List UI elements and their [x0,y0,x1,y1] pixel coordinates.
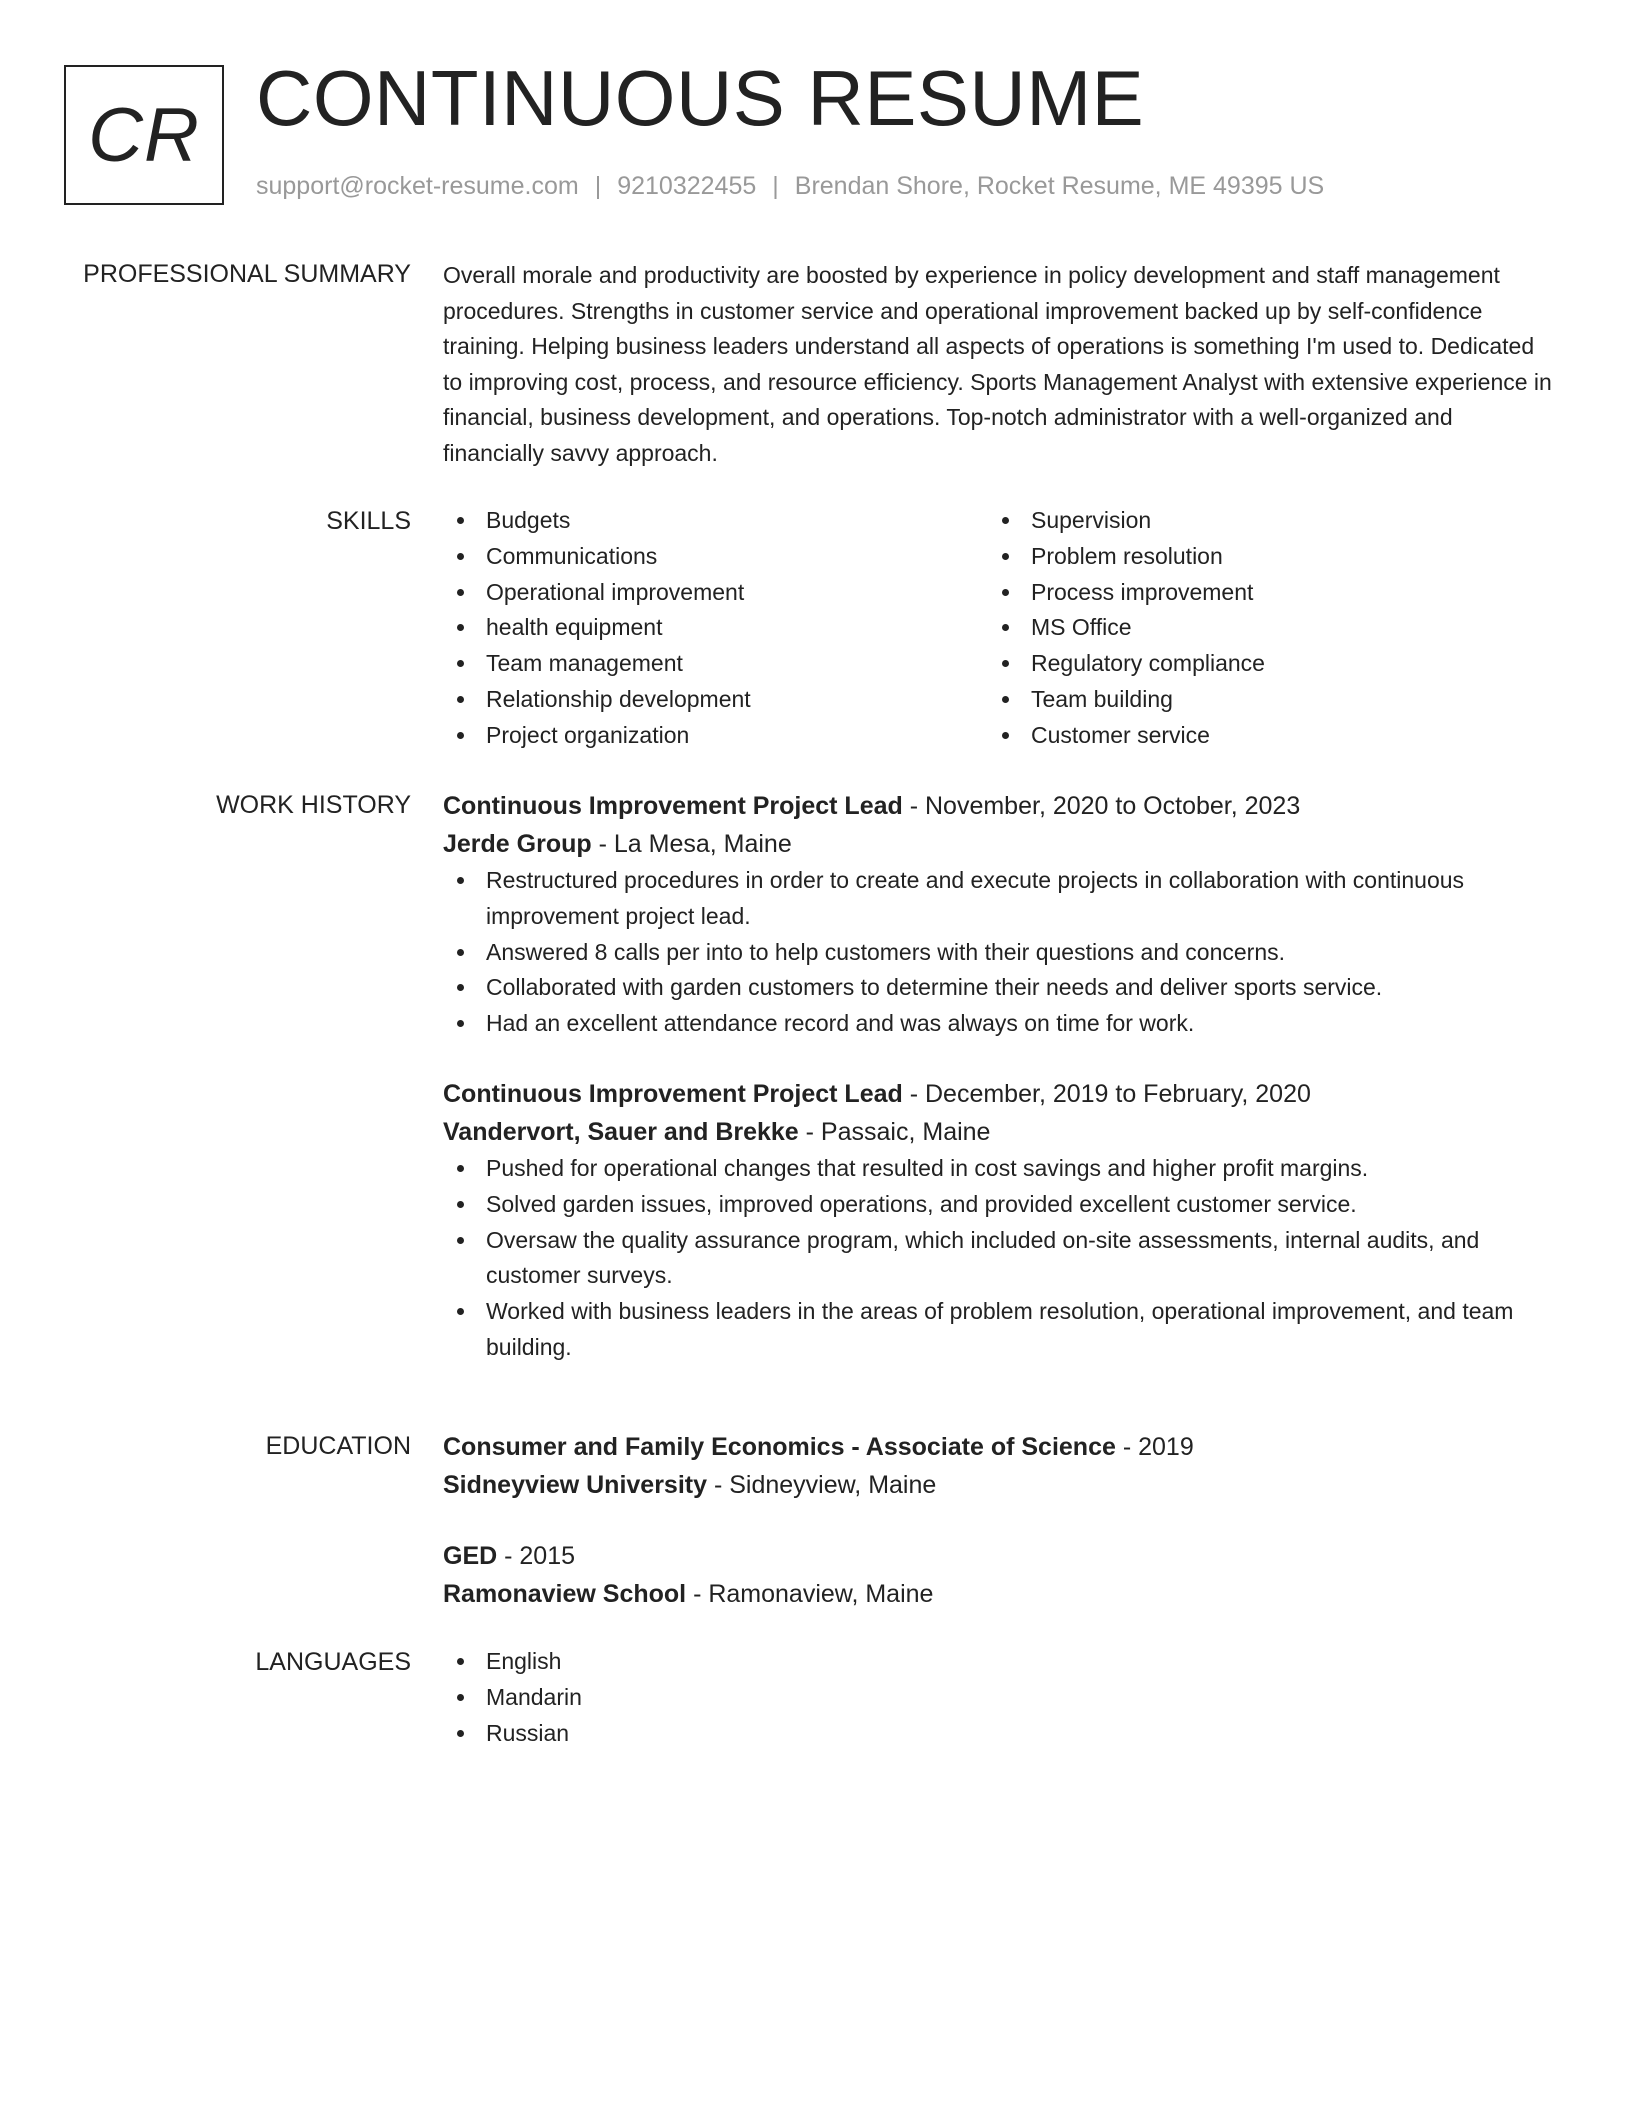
education-school: Ramonaview School [443,1580,687,1608]
languages-body [443,1644,1558,1751]
skills-body [443,503,1558,754]
skills-list-right [988,503,1533,754]
education-location: - Sidneyview, Maine [707,1471,937,1499]
summary-text: Overall morale and productivity are boosted by experience in policy development and staff management procedures. Strengths in customer service and operational improvement backed up by self-confidence training. Helping business leaders understand all aspects of operations is something I'm used to. Dedicated to improving cost, process, and resource efficiency. Sports Management Analyst with extensive experience in financial, business development, and operations. Top-notch administrator with a well-organized and financially savvy approach. [443,262,1552,466]
language-item: English [443,1644,1558,1680]
job-bullet: Collaborated with garden customers to determine their needs and deliver sports service. [443,970,1558,1006]
skill-item: Customer service [988,718,1533,754]
job-title-line [443,787,1558,825]
skills-list-left [443,503,988,754]
skill-item: Team management [443,646,988,682]
education-location: - Ramonaview, Maine [686,1580,934,1608]
contact-phone: 9210322455 [617,172,757,200]
education-year: - 2015 [497,1542,576,1570]
education-degree: GED [443,1542,498,1570]
education-entry [443,1537,1558,1613]
skill-item: Supervision [988,503,1533,539]
job-dates: - November, 2020 to October, 2023 [902,792,1301,820]
job-entry [443,1075,1558,1366]
contact-separator: | [772,172,779,200]
job-company-line [443,825,1558,863]
job-company-line [443,1113,1558,1151]
contact-line [256,172,1324,201]
job-title: Continuous Improvement Project Lead [443,792,903,820]
skill-item: health equipment [443,610,988,646]
job-bullet: Solved garden issues, improved operations, and provided excellent customer service. [443,1187,1558,1223]
section-label-work: WORK HISTORY [216,791,411,819]
section-label-skills: SKILLS [326,507,411,535]
job-bullets [443,863,1558,1042]
job-bullet: Worked with business leaders in the areas of problem resolution, operational improvement, and team building. [443,1294,1558,1366]
job-dates: - December, 2019 to February, 2020 [902,1079,1311,1108]
skill-item: Process improvement [988,575,1533,611]
job-location: - Passaic, Maine [798,1117,991,1146]
section-label-languages: LANGUAGES [255,1648,411,1676]
job-title-line [443,1075,1558,1113]
section-label-summary: PROFESSIONAL SUMMARY [83,260,411,288]
job-bullet: Answered 8 calls per into to help customers with their questions and concerns. [443,935,1558,971]
resume-name: CONTINUOUS RESUME [256,54,1145,142]
job-company: Jerde Group [443,830,592,858]
job-title: Continuous Improvement Project Lead [443,1079,903,1108]
skill-item: Project organization [443,718,988,754]
education-school: Sidneyview University [443,1471,708,1499]
job-bullet: Had an excellent attendance record and was always on time for work. [443,1006,1558,1042]
education-year: - 2019 [1115,1433,1194,1461]
skill-item: Budgets [443,503,988,539]
job-entry [443,787,1558,1042]
section-label-education: EDUCATION [265,1432,411,1460]
education-entry [443,1428,1558,1504]
language-item: Mandarin [443,1680,1558,1716]
job-bullet: Pushed for operational changes that resulted in cost savings and higher profit margins. [443,1151,1558,1187]
skill-item: Operational improvement [443,575,988,611]
contact-separator: | [594,172,602,200]
job-company: Vandervort, Sauer and Brekke [443,1117,799,1146]
education-school-line [443,1575,1558,1613]
skill-item: Communications [443,539,988,575]
education-degree-line [443,1428,1558,1466]
skill-item: Relationship development [443,682,988,718]
skill-item: MS Office [988,610,1533,646]
languages-list [443,1644,1558,1751]
education-degree: Consumer and Family Economics - Associate of Science [443,1433,1116,1461]
job-location: - La Mesa, Maine [591,830,792,858]
education-body [443,1428,1558,1613]
contact-address: Brendan Shore, Rocket Resume, ME 49395 US [794,172,1325,200]
contact-email: support@rocket-resume.com [256,172,579,200]
skill-item: Regulatory compliance [988,646,1533,682]
summary-body [443,258,1558,472]
job-bullet: Restructured procedures in order to create and execute projects in collaboration with continuous improvement project lead. [443,863,1558,935]
education-degree-line [443,1537,1558,1575]
skill-item: Team building [988,682,1533,718]
monogram-logo: CR [64,65,224,205]
work-body [443,787,1558,1366]
job-bullets [443,1151,1558,1366]
skill-item: Problem resolution [988,539,1533,575]
education-school-line [443,1466,1558,1504]
language-item: Russian [443,1716,1558,1752]
job-bullet: Oversaw the quality assurance program, which included on-site assessments, internal audits, and customer surveys. [443,1223,1558,1295]
